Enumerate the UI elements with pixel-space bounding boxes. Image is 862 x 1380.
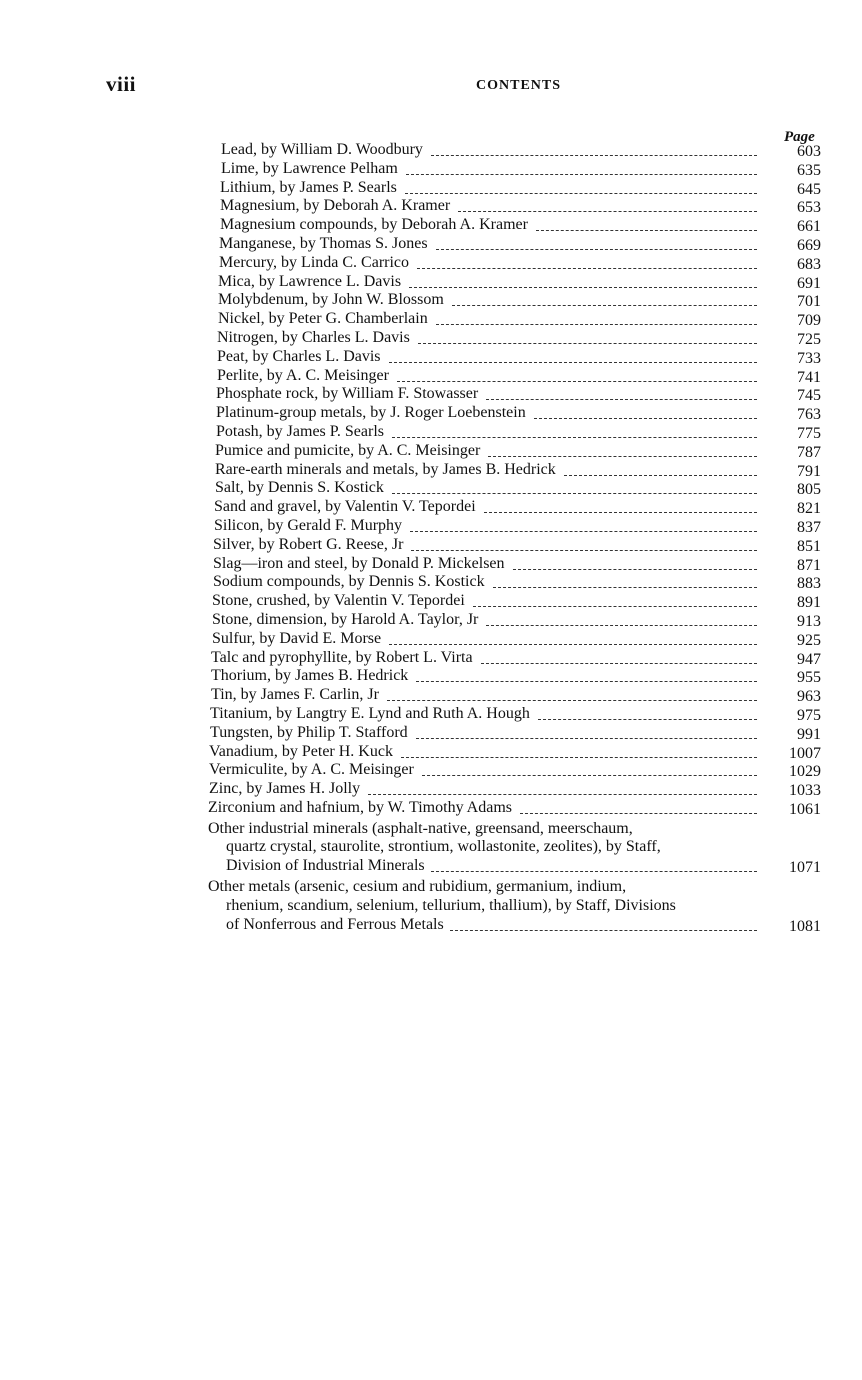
toc-entry-title: Nickel, by Peter G. Chamberlain	[218, 310, 428, 328]
toc-entry-page: 691	[797, 274, 821, 292]
toc-entry-page: 837	[797, 518, 821, 536]
page-column-label: Page	[784, 129, 815, 145]
dot-leader	[401, 747, 757, 758]
toc-entry-title: Pumice and pumicite, by A. C. Meisinger	[215, 441, 481, 459]
toc-entry-page: 701	[797, 293, 821, 311]
toc-entry-page: 821	[797, 500, 821, 518]
toc-entry-page: 883	[797, 575, 821, 593]
toc-entry-title-line: Division of Industrial Minerals	[226, 857, 425, 875]
toc-entry-page: 645	[797, 180, 821, 198]
toc-entry-page: 725	[797, 330, 821, 348]
toc-entry-title: Peat, by Charles L. Davis	[217, 347, 381, 365]
toc-entry-page: 683	[797, 255, 821, 273]
toc-multiline-entry	[208, 820, 823, 876]
toc-entry-page: 775	[797, 424, 821, 442]
toc-entry-title: Tin, by James F. Carlin, Jr	[211, 686, 379, 704]
dot-leader	[389, 352, 757, 363]
dot-leader	[436, 314, 757, 325]
toc-entry-page: 1071	[789, 859, 821, 877]
toc-entry	[205, 385, 823, 404]
toc-entry-title: Molybdenum, by John W. Blossom	[218, 291, 444, 309]
toc-entry-page: 925	[797, 631, 821, 649]
toc-entry	[205, 216, 823, 235]
dot-leader	[473, 596, 757, 607]
toc-entry-title: Rare-earth minerals and metals, by James B. Hedrick	[215, 460, 556, 478]
toc-entry-page: 787	[797, 443, 821, 461]
toc-entry-title-line: rhenium, scandium, selenium, tellurium, thallium), by Staff, Divisions	[226, 896, 676, 914]
dot-leader	[410, 521, 757, 532]
dot-leader	[538, 709, 757, 720]
dot-leader	[493, 577, 757, 588]
toc-entry	[205, 367, 823, 386]
dot-leader	[422, 765, 757, 776]
toc-entry-title: Zirconium and hafnium, by W. Timothy Adams	[208, 798, 513, 816]
toc-entry	[205, 479, 823, 498]
dot-leader	[458, 201, 757, 212]
toc-entry	[205, 705, 823, 724]
toc-entry-title: Stone, dimension, by Harold A. Taylor, Jr	[212, 610, 479, 628]
toc-entry	[205, 667, 823, 686]
toc-entry	[205, 724, 823, 743]
toc-entry	[205, 423, 823, 442]
toc-entry-page: 1007	[789, 744, 821, 762]
toc-entry	[205, 254, 823, 273]
toc-entry-page: 1061	[789, 800, 821, 818]
toc-entry-title: Potash, by James P. Searls	[216, 422, 384, 440]
toc-entry-title: Magnesium compounds, by Deborah A. Kramer	[220, 216, 528, 234]
toc-entry-page: 947	[797, 650, 821, 668]
toc-entry-title: Thorium, by James B. Hedrick	[211, 667, 409, 685]
toc-entry-title: Silicon, by Gerald F. Murphy	[214, 516, 403, 534]
toc-entry	[205, 141, 823, 160]
toc-entry	[205, 348, 823, 367]
toc-entry-page: 891	[797, 594, 821, 612]
toc-entry-page: 745	[797, 387, 821, 405]
toc-entry	[205, 555, 823, 574]
toc-entry-title: Sand and gravel, by Valentin V. Tepordei	[214, 498, 476, 516]
toc-entry-title: Mercury, by Linda C. Carrico	[219, 253, 410, 271]
page-folio: viii	[106, 72, 137, 96]
toc-entry-title: Lithium, by James P. Searls	[220, 178, 397, 196]
dot-leader	[486, 389, 757, 400]
toc-entry-page: 913	[797, 612, 821, 630]
dot-leader	[534, 408, 757, 419]
toc-entry-title: Platinum-group metals, by J. Roger Loebenstein	[216, 404, 526, 422]
toc-entry-title: Perlite, by A. C. Meisinger	[217, 366, 389, 384]
toc-entry-title: Vermiculite, by A. C. Meisinger	[209, 761, 414, 779]
toc-entry	[205, 291, 823, 310]
dot-leader	[389, 634, 757, 645]
toc-entry-page: 741	[797, 368, 821, 386]
dot-leader	[405, 183, 757, 194]
toc-entry-page: 763	[797, 406, 821, 424]
toc-entry	[205, 630, 823, 649]
toc-entry	[205, 461, 823, 480]
toc-entry-page: 963	[797, 688, 821, 706]
dot-leader	[387, 690, 757, 701]
toc-entry-page: 603	[797, 143, 821, 160]
toc-entry-page: 1081	[789, 917, 821, 935]
toc-entry-page: 661	[797, 218, 821, 236]
toc-entry-title: Lime, by Lawrence Pelham	[221, 159, 398, 177]
dot-leader	[417, 258, 757, 269]
toc-entry	[205, 235, 823, 254]
dot-leader	[486, 615, 757, 626]
toc-multiline-entries	[205, 820, 823, 935]
dot-leader	[368, 784, 757, 795]
toc-entry-title: Tungsten, by Philip T. Stafford	[210, 723, 408, 741]
toc-entry	[205, 743, 823, 762]
running-head: CONTENTS	[476, 78, 562, 93]
toc-entry-title-line: Other metals (arsenic, cesium and rubidium, germanium, indium,	[208, 878, 627, 896]
toc-entry-title: Vanadium, by Peter H. Kuck	[209, 742, 393, 760]
toc-entry-title: Phosphate rock, by William F. Stowasser	[216, 385, 479, 403]
dot-leader	[431, 145, 757, 156]
toc-entry-title: Manganese, by Thomas S. Jones	[219, 234, 428, 252]
toc-entry	[205, 592, 823, 611]
dot-leader	[392, 483, 757, 494]
toc-entry	[205, 780, 823, 799]
toc-entry-title: Titanium, by Langtry E. Lynd and Ruth A. Hough	[210, 704, 530, 722]
toc-entry-page: 1033	[789, 782, 821, 800]
toc-entry-title: Lead, by William D. Woodbury	[221, 141, 423, 158]
toc-entry-title: Zinc, by James H. Jolly	[209, 780, 361, 798]
toc-entry-page: 669	[797, 236, 821, 254]
dot-leader	[520, 803, 757, 814]
dot-leader	[418, 333, 757, 344]
toc-entry	[205, 404, 823, 423]
toc-entry	[205, 799, 823, 818]
dot-leader	[416, 728, 757, 739]
toc-multiline-entry	[208, 878, 823, 934]
toc-entry-page: 791	[797, 462, 821, 480]
toc-entry-title: Sulfur, by David E. Morse	[212, 629, 382, 647]
toc-entry	[205, 611, 823, 630]
toc-entry-title: Sodium compounds, by Dennis S. Kostick	[213, 573, 485, 591]
dot-leader	[409, 277, 757, 288]
toc-entry-page: 1029	[789, 763, 821, 781]
dot-leader	[397, 371, 757, 382]
dot-leader	[431, 861, 757, 872]
toc-entry-title-line: quartz crystal, staurolite, strontium, wollastonite, zeolites), by Staff,	[226, 838, 661, 856]
toc-entry-page: 635	[797, 161, 821, 179]
dot-leader	[436, 239, 757, 250]
dot-leader	[406, 164, 757, 175]
toc-entry-title-line: of Nonferrous and Ferrous Metals	[226, 915, 444, 933]
toc-entry	[205, 686, 823, 705]
toc-entry	[205, 536, 823, 555]
dot-leader	[488, 446, 757, 457]
toc-entry-title-line: Other industrial minerals (asphalt-native, greensand, meerschaum,	[208, 819, 633, 837]
dot-leader	[481, 653, 757, 664]
dot-leader	[416, 671, 757, 682]
toc-entry-page: 991	[797, 725, 821, 743]
toc-entry-title: Stone, crushed, by Valentin V. Tepordei	[212, 592, 465, 610]
dot-leader	[452, 295, 757, 306]
toc-entry-page: 851	[797, 537, 821, 555]
toc-entry-page: 955	[797, 669, 821, 687]
dot-leader	[513, 559, 757, 570]
toc-entry	[205, 310, 823, 329]
toc-entry-title: Silver, by Robert G. Reese, Jr	[213, 535, 404, 553]
toc-entry-title: Mica, by Lawrence L. Davis	[218, 272, 402, 290]
toc-entry	[205, 197, 823, 216]
dot-leader	[536, 220, 757, 231]
toc-entry-title: Magnesium, by Deborah A. Kramer	[220, 197, 451, 215]
toc-entry	[205, 160, 823, 179]
toc-entries	[205, 141, 823, 818]
toc-entry	[205, 179, 823, 198]
dot-leader	[411, 540, 757, 551]
toc-entry	[205, 442, 823, 461]
toc-entry-page: 871	[797, 556, 821, 574]
toc-entry-title: Slag—iron and steel, by Donald P. Mickelsen	[213, 554, 505, 572]
toc-entry	[205, 517, 823, 536]
toc-entry	[205, 761, 823, 780]
toc-entry	[205, 498, 823, 517]
toc-entry	[205, 329, 823, 348]
table-of-contents	[205, 141, 823, 936]
dot-leader	[484, 502, 757, 513]
toc-entry	[205, 273, 823, 292]
toc-entry-page: 975	[797, 706, 821, 724]
toc-entry-title: Salt, by Dennis S. Kostick	[215, 479, 384, 497]
toc-entry	[205, 649, 823, 668]
toc-entry-page: 733	[797, 349, 821, 367]
toc-entry-page: 653	[797, 199, 821, 217]
toc-entry-title: Talc and pyrophyllite, by Robert L. Virta	[211, 648, 473, 666]
toc-entry-page: 805	[797, 481, 821, 499]
dot-leader	[450, 920, 757, 931]
dot-leader	[392, 427, 757, 438]
toc-entry-title: Nitrogen, by Charles L. Davis	[217, 328, 410, 346]
dot-leader	[564, 465, 757, 476]
toc-entry-page: 709	[797, 312, 821, 330]
toc-entry	[205, 573, 823, 592]
